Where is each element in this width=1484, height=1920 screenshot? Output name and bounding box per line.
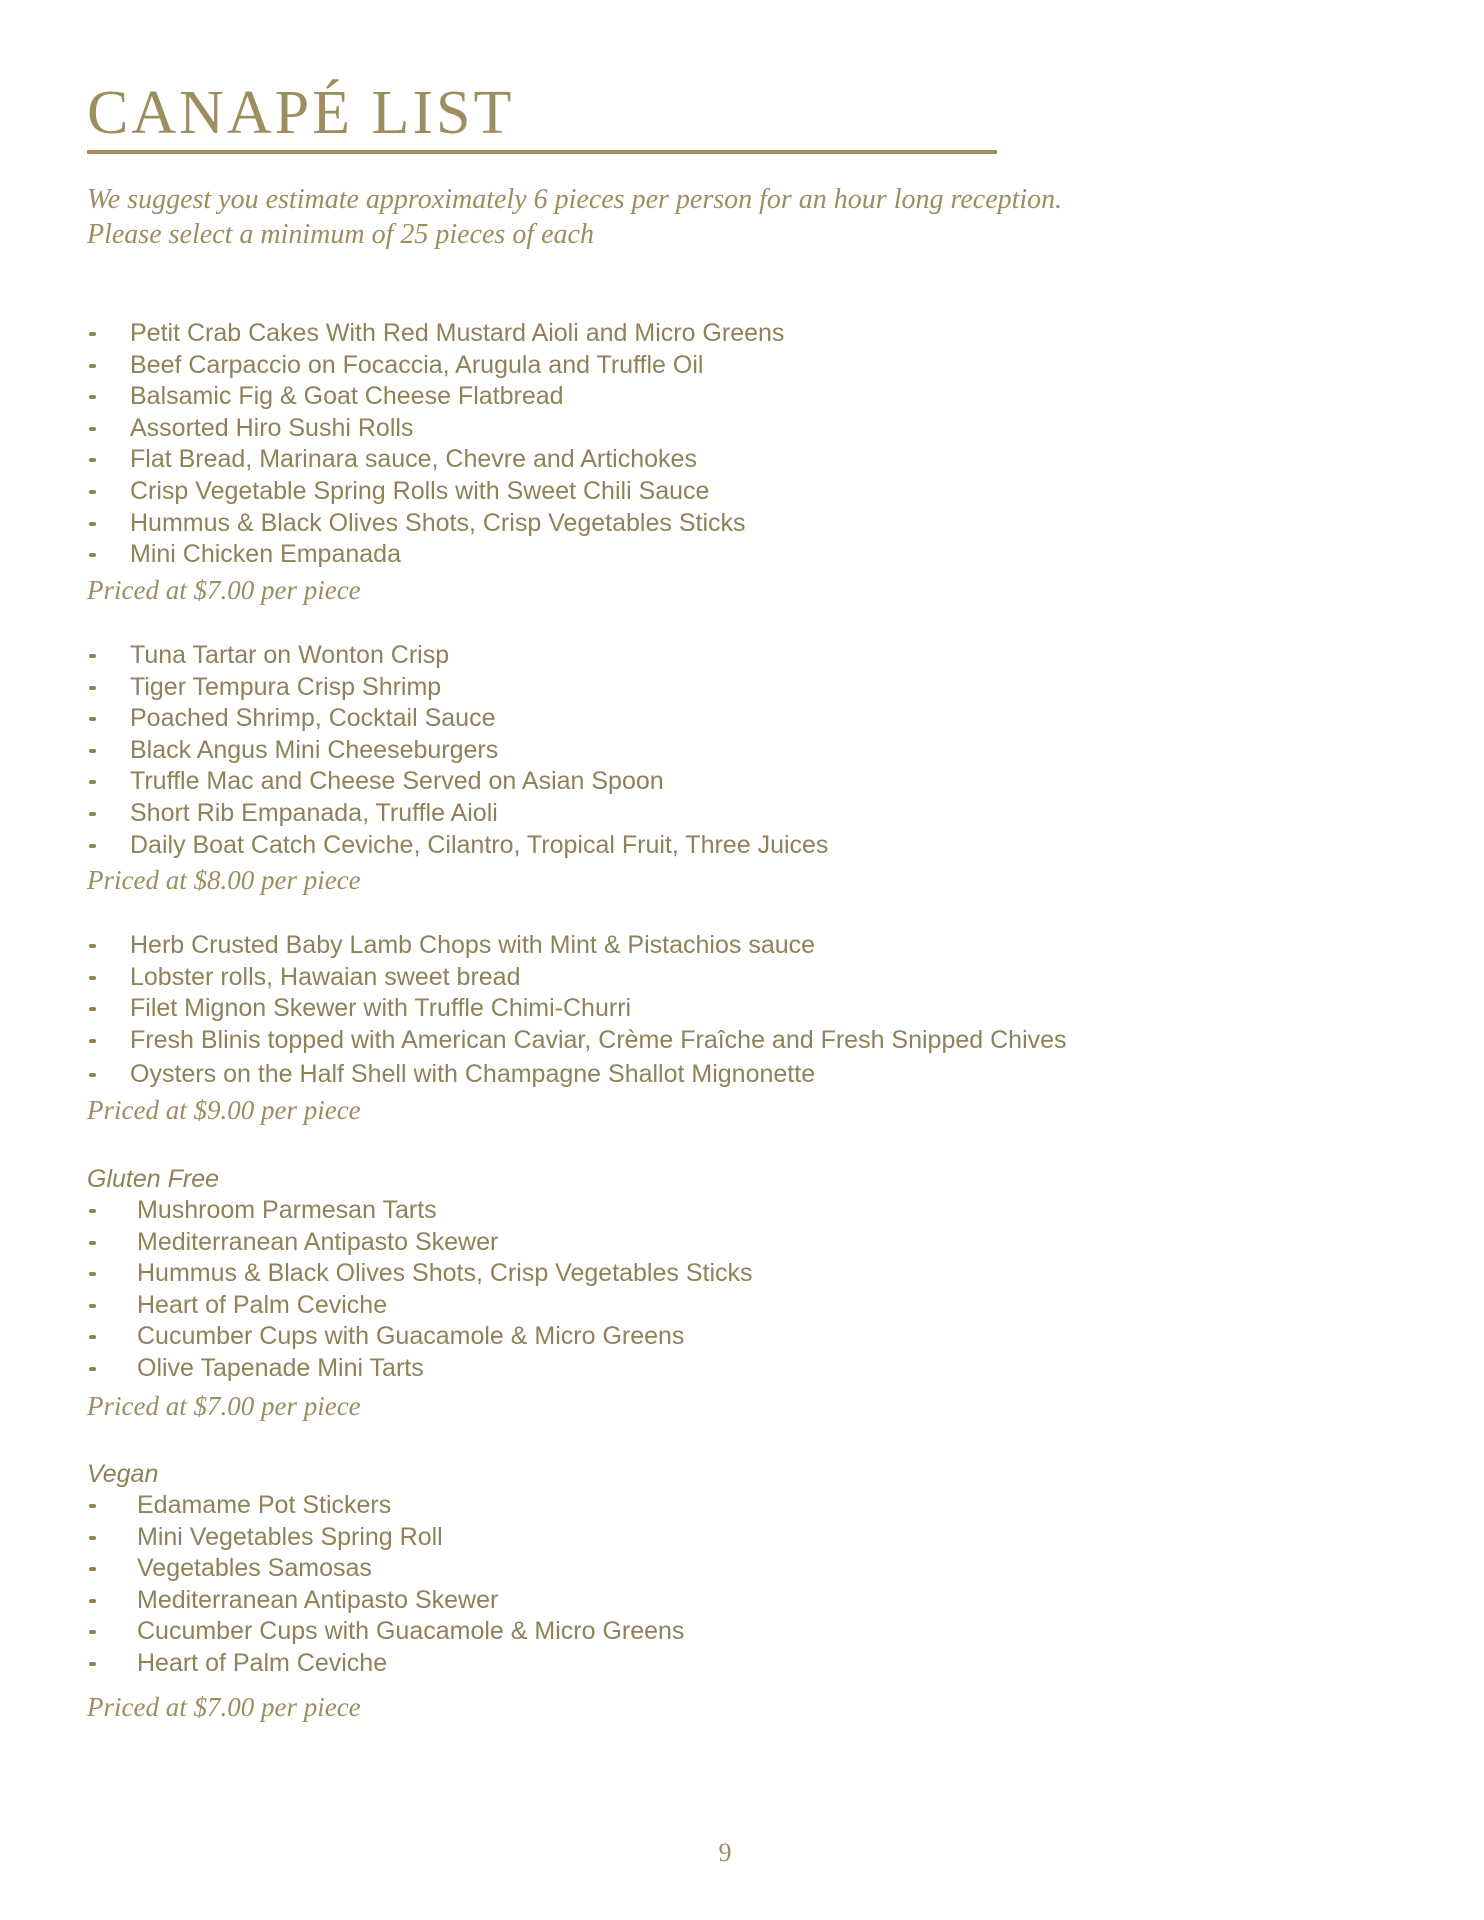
list-item: Beef Carpaccio on Focaccia, Arugula and Truffle Oil — [87, 350, 1387, 382]
list-item: Daily Boat Catch Ceviche, Cilantro, Tropical Fruit, Three Juices — [87, 830, 1387, 862]
intro-note — [87, 182, 1062, 252]
list-item: Flat Bread, Marinara sauce, Chevre and Artichokes — [87, 444, 1387, 476]
item-list — [87, 318, 1387, 571]
page-number: 9 — [718, 1838, 732, 1867]
section-label: Vegan — [87, 1460, 159, 1488]
intro-line-2: Please select a minimum of 25 pieces of each — [87, 219, 594, 250]
list-item: Mediterranean Antipasto Skewer — [87, 1227, 1387, 1259]
list-item: Olive Tapenade Mini Tarts — [87, 1353, 1387, 1385]
list-item: Mushroom Parmesan Tarts — [87, 1195, 1387, 1227]
item-list — [87, 1195, 1387, 1385]
list-item: Mini Vegetables Spring Roll — [87, 1522, 1387, 1554]
list-item: Assorted Hiro Sushi Rolls — [87, 413, 1387, 445]
section-label: Gluten Free — [87, 1165, 220, 1193]
item-list — [87, 1490, 1387, 1680]
list-item: Edamame Pot Stickers — [87, 1490, 1387, 1522]
price-note: Priced at $7.00 per piece — [87, 1691, 361, 1722]
list-item: Hummus & Black Olives Shots, Crisp Vegetables Sticks — [87, 508, 1387, 540]
price-note: Priced at $7.00 per piece — [87, 574, 361, 605]
list-item: Tuna Tartar on Wonton Crisp — [87, 640, 1387, 672]
list-item: Filet Mignon Skewer with Truffle Chimi-Churri — [87, 993, 1387, 1025]
list-item: Lobster rolls, Hawaian sweet bread — [87, 962, 1387, 994]
list-item: Petit Crab Cakes With Red Mustard Aioli and Micro Greens — [87, 318, 1387, 350]
list-item: Cucumber Cups with Guacamole & Micro Greens — [87, 1321, 1387, 1353]
item-list — [87, 930, 1387, 1091]
price-note: Priced at $7.00 per piece — [87, 1390, 361, 1421]
list-item: Mediterranean Antipasto Skewer — [87, 1585, 1387, 1617]
section-gluten-free — [87, 1163, 1387, 1425]
list-item: Poached Shrimp, Cocktail Sauce — [87, 703, 1387, 735]
list-item: Vegetables Samosas — [87, 1553, 1387, 1585]
title-underline — [87, 150, 997, 154]
list-item: Tiger Tempura Crisp Shrimp — [87, 672, 1387, 704]
section-9-dollar — [87, 930, 1387, 1129]
item-list — [87, 640, 1387, 861]
section-vegan — [87, 1458, 1387, 1726]
section-7-dollar — [87, 318, 1387, 609]
list-item: Black Angus Mini Cheeseburgers — [87, 735, 1387, 767]
list-item: Mini Chicken Empanada — [87, 539, 1387, 571]
intro-line-1: We suggest you estimate approximately 6 pieces per person for an hour long reception. — [87, 184, 1063, 215]
list-item: Truffle Mac and Cheese Served on Asian Spoon — [87, 766, 1387, 798]
list-item: Crisp Vegetable Spring Rolls with Sweet Chili Sauce — [87, 476, 1387, 508]
list-item: Heart of Palm Ceviche — [87, 1648, 1387, 1680]
list-item: Oysters on the Half Shell with Champagne Shallot Mignonette — [87, 1059, 1387, 1091]
list-item: Hummus & Black Olives Shots, Crisp Vegetables Sticks — [87, 1258, 1387, 1290]
list-item: Balsamic Fig & Goat Cheese Flatbread — [87, 381, 1387, 413]
list-item: Herb Crusted Baby Lamb Chops with Mint & Pistachios sauce — [87, 930, 1387, 962]
list-item: Heart of Palm Ceviche — [87, 1290, 1387, 1322]
list-item: Cucumber Cups with Guacamole & Micro Greens — [87, 1616, 1387, 1648]
list-item: Short Rib Empanada, Truffle Aioli — [87, 798, 1387, 830]
price-note: Priced at $9.00 per piece — [87, 1094, 361, 1125]
list-item: Fresh Blinis topped with American Caviar, Crème Fraîche and Fresh Snipped Chives — [87, 1025, 1387, 1057]
page-title: CANAPÉ LIST — [87, 79, 515, 147]
section-8-dollar — [87, 640, 1387, 899]
price-note: Priced at $8.00 per piece — [87, 865, 361, 896]
